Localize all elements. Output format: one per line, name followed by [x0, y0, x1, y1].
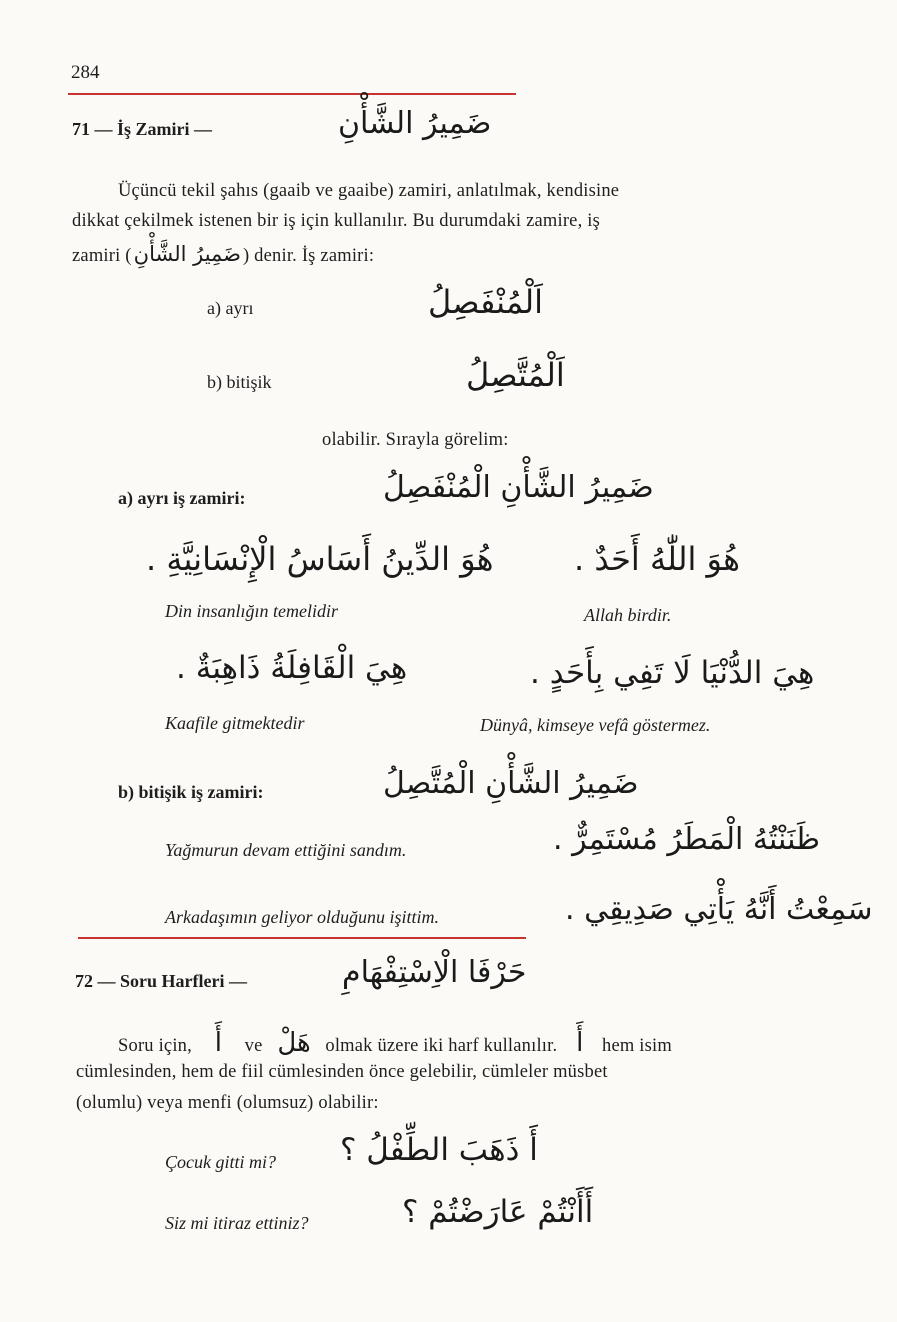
example-b2-translation: Arkadaşımın geliyor olduğunu işittim. [165, 907, 439, 927]
top-rule [68, 93, 516, 95]
line1-part-a: Soru için, [118, 1036, 192, 1056]
line1-part-c: olmak üzere iki harf kullanılır. [325, 1036, 558, 1056]
example-a2-translation: Din insanlığın temelidir [165, 601, 338, 621]
example-72-2-arabic: أَأَنْتُمْ عَارَضْتُمْ ؟ [402, 1194, 594, 1230]
olabilir-text: olabilir. Sırayla görelim: [322, 430, 509, 450]
section-72-line-3: (olumlu) veya menfi (olumsuz) olabilir: [76, 1093, 379, 1113]
example-a1-arabic: هُوَ اللّٰهُ أَحَدٌ . [574, 540, 740, 578]
example-a1-translation: Allah birdir. [584, 605, 672, 625]
line3-arabic: ضَمِيرُ الشَّأْنِ [133, 242, 241, 266]
section-71-heading-arabic: ضَمِيرُ الشَّأْنِ [338, 106, 492, 141]
subsection-a-label: a) ayrı iş zamiri: [118, 488, 246, 508]
section-72-line-1 [118, 1028, 672, 1058]
paragraph-line-1: Üçüncü tekil şahıs (gaaib ve gaaibe) zamiri, anlatılmak, kendisine [118, 181, 620, 201]
example-b1-arabic: ظَنَنْتُهُ الْمَطَرُ مُسْتَمِرٌّ . [553, 822, 821, 857]
section-72-heading-arabic: حَرْفَا الْاِسْتِفْهَامِ [342, 955, 527, 990]
item-b-arabic: اَلْمُتَّصِلُ [466, 356, 565, 394]
example-72-1-arabic: أَ ذَهَبَ الطِّفْلُ ؟ [340, 1132, 538, 1168]
example-b1-translation: Yağmurun devam ettiğini sandım. [165, 840, 407, 860]
section-72-heading: 72 — Soru Harfleri — [75, 971, 247, 991]
paragraph-line-2: dikkat çekilmek istenen bir iş için kullanılır. Bu durumdaki zamire, iş [72, 211, 600, 231]
subsection-b-label: b) bitişik iş zamiri: [118, 782, 264, 802]
item-b-label: b) bitişik [207, 372, 272, 392]
item-a-label: a) ayrı [207, 298, 254, 318]
line3-suffix: ) denir. İş zamiri: [243, 246, 375, 266]
section-72-line-2: cümlesinden, hem de fiil cümlesinden önce gelebilir, cümleler müsbet [76, 1062, 608, 1082]
line1-arabic-hal: هَلْ [277, 1028, 311, 1058]
subsection-b-arabic: ضَمِيرُ الشَّأْنِ الْمُتَّصِلُ [383, 766, 639, 801]
subsection-a-arabic: ضَمِيرُ الشَّأْنِ الْمُنْفَصِلُ [383, 470, 654, 505]
example-72-1-translation: Çocuk gitti mi? [165, 1152, 276, 1172]
section-71-heading: 71 — İş Zamiri — [72, 119, 213, 139]
item-a-arabic: اَلْمُنْفَصِلُ [428, 283, 543, 321]
line1-part-d: hem isim [602, 1036, 672, 1056]
example-b2-arabic: سَمِعْتُ أَنَّهُ يَأْتِي صَدِيقِي . [565, 892, 873, 927]
example-a3-translation: Dünyâ, kimseye vefâ göstermez. [480, 715, 711, 735]
line1-arabic-hamza: أَ [214, 1028, 223, 1058]
example-a4-translation: Kaafile gitmektedir [165, 713, 305, 733]
line1-arabic-hamza-2: أَ [576, 1028, 584, 1058]
line1-part-b: ve [244, 1036, 263, 1056]
middle-rule [78, 937, 526, 939]
example-a3-arabic: هِيَ الدُّنْيَا لَا تَفِي بِأَحَدٍ . [530, 655, 815, 691]
line3-prefix: zamiri ( [72, 246, 132, 266]
page-number: 284 [71, 62, 100, 83]
paragraph-line-3 [72, 242, 374, 267]
example-72-2-translation: Siz mi itiraz ettiniz? [165, 1213, 309, 1233]
example-a2-arabic: هُوَ الدِّينُ أَسَاسُ الْإِنْسَانِيَّةِ . [146, 540, 494, 578]
example-a4-arabic: هِيَ الْقَافِلَةُ ذَاهِبَةٌ . [176, 650, 408, 686]
